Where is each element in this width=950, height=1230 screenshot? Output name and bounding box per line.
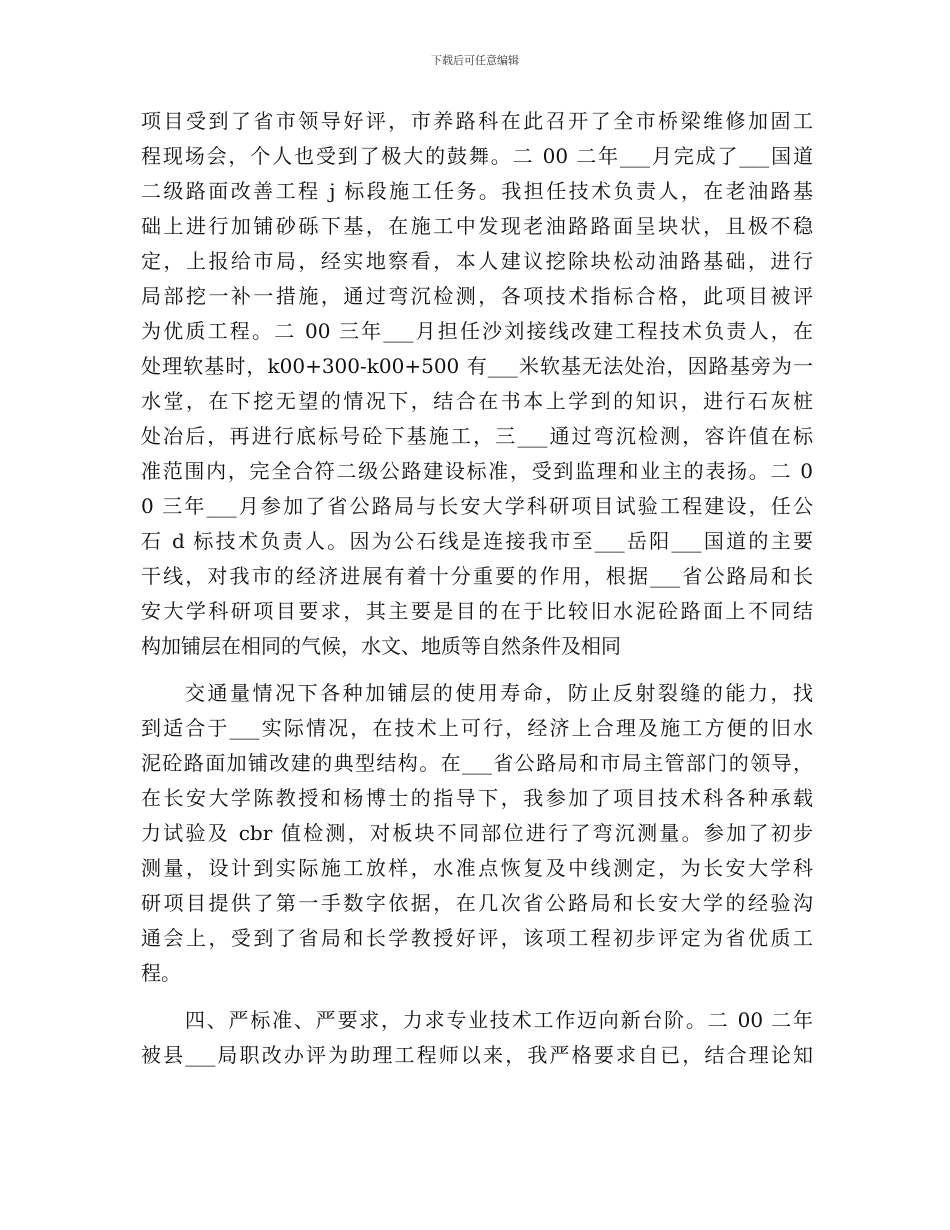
text-line: 二级路面改善工程 j 标段施工任务。我担任技术负责人，在老油路基 xyxy=(141,179,813,203)
text-line: 程。 xyxy=(141,961,181,985)
text-line: 0 三年___月参加了省公路局与长安大学科研项目试验工程建设，任公 xyxy=(141,494,813,518)
text-line: 干线，对我市的经济进展有着十分重要的作用，根据___省公路局和长 xyxy=(141,564,813,588)
text-line: 构加铺层在相同的气候，水文、地质等自然条件及相同 xyxy=(141,634,621,658)
text-line: 力试验及 cbr 值检测，对板块不同部位进行了弯沉测量。参加了初步 xyxy=(141,821,813,845)
text-line: 处冶后，再进行底标号砼下基施工，三___通过弯沉检测，容许值在标 xyxy=(141,424,813,448)
paragraph-1 xyxy=(141,104,813,664)
text-line: 在长安大学陈教授和杨博士的指导下，我参加了项目技术科各种承载 xyxy=(141,786,813,810)
text-line: 通会上，受到了省局和长学教授好评，该项工程初步评定为省优质工 xyxy=(141,926,813,950)
text-line: 为优质工程。二 00 三年___月担任沙刘接线改建工程技术负责人，在 xyxy=(141,319,813,343)
text-line: 程现场会，个人也受到了极大的鼓舞。二 00 二年___月完成了___国道 xyxy=(141,144,813,168)
text-line: 四、严标准、严要求，力求专业技术工作迈向新台阶。二 00 二年 xyxy=(185,1008,813,1032)
page-header: 下载后可任意编辑 xyxy=(431,54,519,67)
text-line: 安大学科研项目要求，其主要是目的在于比较旧水泥砼路面上不同结 xyxy=(141,599,813,623)
text-line: 础上进行加铺砂砾下基，在施工中发现老油路路面呈块状，且极不稳 xyxy=(141,214,813,238)
text-line: 处理软基时，k00+300-k00+500 有___米软基无法处治，因路基旁为一 xyxy=(141,354,813,378)
paragraph-3 xyxy=(141,1003,813,1073)
paragraph-2 xyxy=(141,676,813,991)
text-line: 泥砼路面加铺改建的典型结构。在___省公路局和市局主管部门的领导， xyxy=(141,751,813,775)
text-line: 石 d 标技术负责人。因为公石线是连接我市至___岳阳___国道的主要 xyxy=(141,529,813,553)
text-line: 局部挖一补一措施，通过弯沉检测，各项技术指标合格，此项目被评 xyxy=(141,284,813,308)
document-body xyxy=(141,104,813,1073)
text-line: 项目受到了省市领导好评，市养路科在此召开了全市桥梁维修加固工 xyxy=(141,109,813,133)
text-line: 测量，设计到实际施工放样，水准点恢复及中线测定，为长安大学科 xyxy=(141,856,813,880)
text-line: 水堂，在下挖无望的情况下，结合在书本上学到的知识，进行石灰桩 xyxy=(141,389,813,413)
text-line: 定，上报给市局，经实地察看，本人建议挖除块松动油路基础，进行 xyxy=(141,249,813,273)
text-line: 研项目提供了第一手数字依据，在几次省公路局和长安大学的经验沟 xyxy=(141,891,813,915)
text-line: 准范围内，完全合符二级公路建设标准，受到监理和业主的表扬。二 0 xyxy=(141,459,813,483)
text-line: 到适合于___实际情况，在技术上可行，经济上合理及施工方便的旧水 xyxy=(141,716,813,740)
text-line: 被县___局职改办评为助理工程师以来，我严格要求自已，结合理论知 xyxy=(141,1043,813,1067)
text-line: 交通量情况下各种加铺层的使用寿命，防止反射裂缝的能力，找 xyxy=(185,681,813,705)
